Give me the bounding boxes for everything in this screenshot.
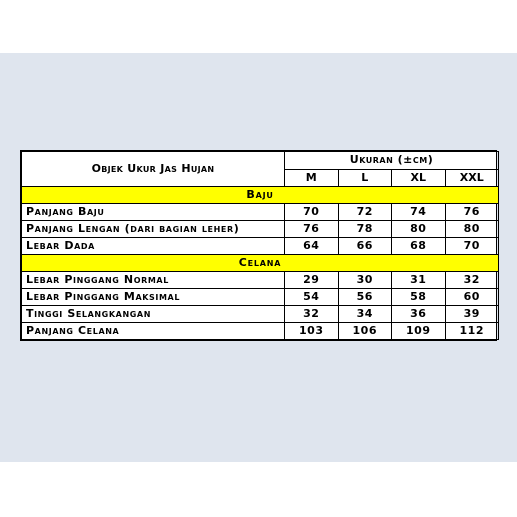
cell-xxl: 80	[445, 221, 499, 238]
table-row	[22, 272, 499, 289]
row-label: Panjang Baju	[22, 204, 285, 221]
cell-xxl: 32	[445, 272, 499, 289]
table-row	[22, 323, 499, 340]
size-xxl-header: XXL	[445, 169, 499, 187]
cell-l: 72	[338, 204, 392, 221]
cell-l: 66	[338, 238, 392, 255]
cell-l: 56	[338, 289, 392, 306]
section-title: Baju	[22, 187, 499, 204]
section-row-baju	[22, 187, 499, 204]
row-label: Tinggi Selangkangan	[22, 306, 285, 323]
row-label: Panjang Celana	[22, 323, 285, 340]
cell-xxl: 70	[445, 238, 499, 255]
cell-m: 76	[285, 221, 339, 238]
size-chart	[20, 150, 497, 341]
cell-xl: 80	[392, 221, 446, 238]
cell-xl: 109	[392, 323, 446, 340]
row-label: Lebar Dada	[22, 238, 285, 255]
cell-l: 34	[338, 306, 392, 323]
cell-xxl: 60	[445, 289, 499, 306]
cell-m: 29	[285, 272, 339, 289]
object-header: Objek Ukur Jas Hujan	[22, 152, 285, 187]
table-row	[22, 238, 499, 255]
cell-xl: 58	[392, 289, 446, 306]
row-label: Lebar Pinggang Maksimal	[22, 289, 285, 306]
cell-m: 54	[285, 289, 339, 306]
cell-m: 64	[285, 238, 339, 255]
cell-l: 106	[338, 323, 392, 340]
size-m-header: M	[285, 169, 339, 187]
header-row-top	[22, 152, 499, 170]
cell-l: 30	[338, 272, 392, 289]
cell-xl: 31	[392, 272, 446, 289]
size-header: Ukuran (±cm)	[285, 152, 499, 170]
table-row	[22, 221, 499, 238]
size-table	[21, 151, 499, 340]
cell-l: 78	[338, 221, 392, 238]
section-title: Celana	[22, 255, 499, 272]
cell-xxl: 112	[445, 323, 499, 340]
cell-m: 70	[285, 204, 339, 221]
cell-m: 103	[285, 323, 339, 340]
row-label: Lebar Pinggang Normal	[22, 272, 285, 289]
table-row	[22, 204, 499, 221]
cell-m: 32	[285, 306, 339, 323]
cell-xl: 36	[392, 306, 446, 323]
row-label: Panjang Lengan (dari bagian leher)	[22, 221, 285, 238]
size-l-header: L	[338, 169, 392, 187]
cell-xl: 74	[392, 204, 446, 221]
section-row-celana	[22, 255, 499, 272]
table-row	[22, 289, 499, 306]
size-xl-header: XL	[392, 169, 446, 187]
cell-xxl: 76	[445, 204, 499, 221]
cell-xl: 68	[392, 238, 446, 255]
table-row	[22, 306, 499, 323]
cell-xxl: 39	[445, 306, 499, 323]
